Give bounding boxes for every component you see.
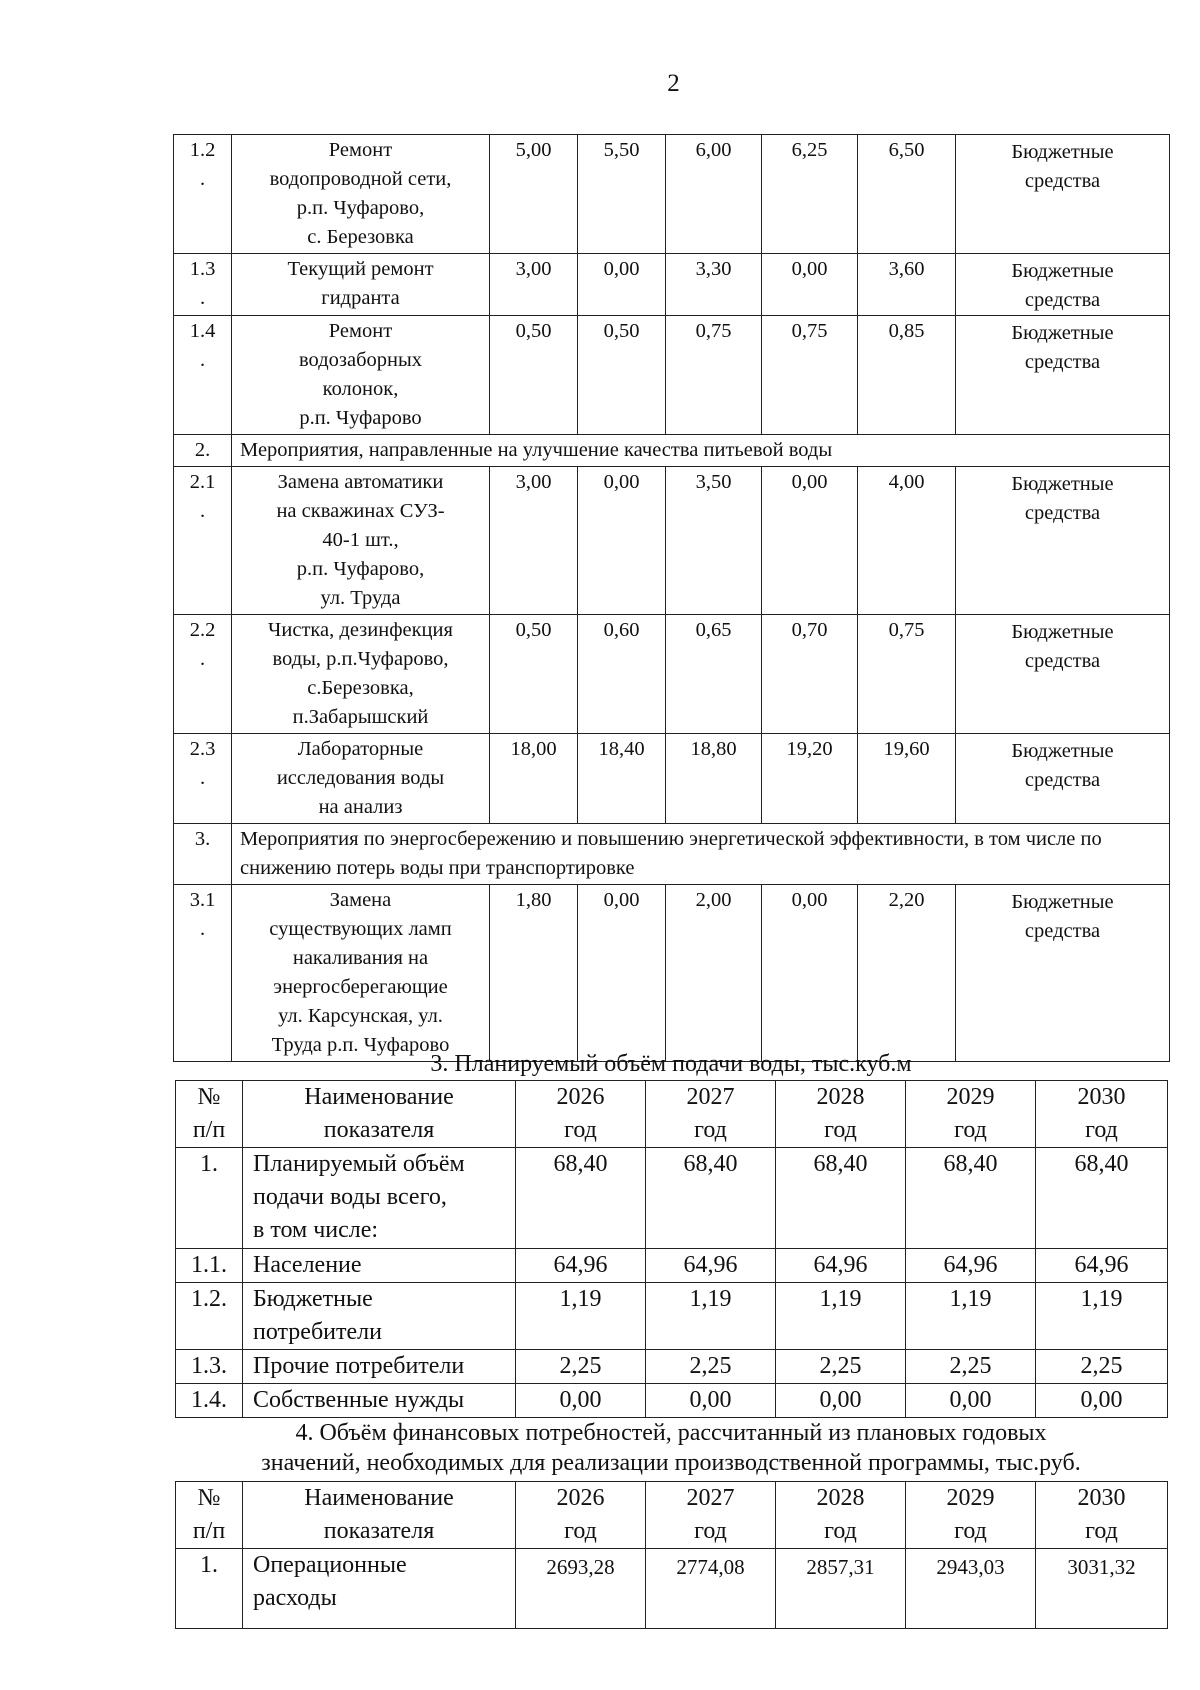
value-cell: 64,96 <box>906 1249 1036 1283</box>
indicator-name-line: Собственные нужды <box>253 1387 465 1413</box>
header-row <box>176 1081 1168 1148</box>
value-cell: 0,00 <box>1036 1384 1168 1418</box>
value-cell: 0,00 <box>578 254 666 316</box>
header-year-line: год <box>954 1117 987 1143</box>
header-year-line: год <box>564 1117 597 1143</box>
header-year <box>646 1482 776 1549</box>
row-number-dot: . <box>199 648 206 670</box>
value-cell: 3,00 <box>490 254 578 316</box>
header-name <box>243 1081 516 1148</box>
measure-name-line: п.Забарышский <box>292 706 429 728</box>
measure-name-line: р.п. Чуфарово, <box>296 558 425 580</box>
value-cell: 0,75 <box>666 316 762 435</box>
measure-name-line: Труда р.п. Чуфарово <box>271 1034 450 1056</box>
indicator-name-line: в том числе: <box>253 1217 379 1243</box>
value-cell: 4,00 <box>858 467 956 615</box>
row-number-text: 2. <box>194 439 211 461</box>
row-number: 1.1. <box>176 1249 243 1283</box>
header-year-line: год <box>694 1518 727 1544</box>
value-cell: 0,65 <box>666 615 762 734</box>
row-number <box>174 254 232 316</box>
header-name-line: показателя <box>323 1518 435 1544</box>
row-number-text: 2.1 <box>189 471 216 493</box>
table-row <box>174 254 1170 316</box>
row-number-dot: . <box>199 287 206 309</box>
measure-name-line: накаливания на <box>292 947 429 969</box>
row-number <box>174 734 232 824</box>
table-row <box>174 135 1170 254</box>
table-row <box>174 467 1170 615</box>
row-number-text: 1.4 <box>189 320 216 342</box>
funding-source-line: средства <box>1024 650 1101 672</box>
row-number: 1.4. <box>176 1384 243 1418</box>
value-cell: 1,19 <box>646 1283 776 1350</box>
header-year-line: 2029 <box>946 1084 995 1110</box>
value-cell: 0,70 <box>762 615 858 734</box>
section-4-title <box>173 1418 1169 1478</box>
measure-name <box>232 135 490 254</box>
table-row <box>174 734 1170 824</box>
value-cell: 0,50 <box>490 615 578 734</box>
value-cell: 2693,28 <box>516 1549 646 1629</box>
row-number-text: 1.3 <box>189 258 216 280</box>
indicator-name <box>243 1148 516 1249</box>
header-year <box>1036 1081 1168 1148</box>
header-year-line: год <box>954 1518 987 1544</box>
header-num-line: № <box>197 1084 221 1110</box>
table-row <box>176 1283 1168 1350</box>
measure-name-line: р.п. Чуфарово, <box>296 197 425 219</box>
header-year <box>516 1482 646 1549</box>
funding-source <box>956 467 1170 615</box>
indicator-name <box>243 1249 516 1283</box>
value-cell: 1,80 <box>490 885 578 1062</box>
row-number <box>174 135 232 254</box>
funding-source-line: Бюджетные <box>1011 260 1114 282</box>
measure-name-line: водозаборных <box>299 349 422 371</box>
measure-name-line: гидранта <box>321 287 400 309</box>
measure-name-line: 40-1 шт., <box>322 529 399 551</box>
value-cell: 18,80 <box>666 734 762 824</box>
row-number-text: 2.3 <box>189 738 216 760</box>
indicator-name <box>243 1350 516 1384</box>
section-title: Мероприятия, направленные на улучшение качества питьевой воды <box>232 435 1170 467</box>
value-cell: 0,00 <box>776 1384 906 1418</box>
row-number-dot: . <box>199 168 206 190</box>
header-name-line: Наименование <box>304 1084 454 1110</box>
table-row <box>176 1350 1168 1384</box>
value-cell: 2857,31 <box>776 1549 906 1629</box>
header-year-line: 2026 <box>556 1485 605 1511</box>
value-cell: 6,25 <box>762 135 858 254</box>
row-number: 1. <box>176 1148 243 1249</box>
row-number <box>174 824 232 885</box>
header-year <box>906 1081 1036 1148</box>
measure-name-line: Ремонт <box>328 320 393 342</box>
indicator-name-line: подачи воды всего, <box>253 1184 447 1210</box>
table-row <box>176 1249 1168 1283</box>
table-row <box>174 316 1170 435</box>
value-cell: 3,60 <box>858 254 956 316</box>
header-year-line: год <box>1085 1518 1118 1544</box>
value-cell: 0,00 <box>578 467 666 615</box>
table-row <box>174 885 1170 1062</box>
header-year <box>906 1482 1036 1549</box>
value-cell: 2,00 <box>666 885 762 1062</box>
row-number-dot: . <box>199 767 206 789</box>
row-number-dot: . <box>199 500 206 522</box>
row-number <box>174 435 232 467</box>
header-year-line: год <box>1085 1117 1118 1143</box>
value-cell: 19,20 <box>762 734 858 824</box>
table-row <box>176 1549 1168 1629</box>
value-cell: 19,60 <box>858 734 956 824</box>
funding-source-line: средства <box>1024 769 1101 791</box>
funding-source-line: Бюджетные <box>1011 473 1114 495</box>
funding-source-line: Бюджетные <box>1011 141 1114 163</box>
row-number-text: 1.2 <box>189 139 216 161</box>
indicator-name <box>243 1549 516 1629</box>
measure-name <box>232 615 490 734</box>
value-cell: 68,40 <box>516 1148 646 1249</box>
indicator-name-line: Операционные <box>253 1552 407 1578</box>
value-cell: 2,20 <box>858 885 956 1062</box>
measure-name-line: на анализ <box>318 796 403 818</box>
header-num-line: № <box>197 1485 221 1511</box>
header-year-line: 2027 <box>686 1485 735 1511</box>
measure-name-line: ул. Труда <box>320 587 401 609</box>
header-num-line: п/п <box>192 1518 226 1544</box>
section-row <box>174 824 1170 885</box>
header-year <box>776 1482 906 1549</box>
measure-name-line: Текущий ремонт <box>287 258 434 280</box>
value-cell: 0,00 <box>578 885 666 1062</box>
value-cell: 0,00 <box>762 467 858 615</box>
measure-name <box>232 254 490 316</box>
value-cell: 6,00 <box>666 135 762 254</box>
measure-name-line: Чистка, дезинфекция <box>268 619 453 641</box>
value-cell: 1,19 <box>906 1283 1036 1350</box>
measure-name-line: энергосберегающие <box>273 976 448 998</box>
funding-source-line: Бюджетные <box>1011 740 1114 762</box>
measure-name-line: колонок, <box>322 378 399 400</box>
measure-name-line: Ремонт <box>328 139 393 161</box>
funding-source-line: средства <box>1024 289 1101 311</box>
measure-name <box>232 885 490 1062</box>
value-cell: 68,40 <box>646 1148 776 1249</box>
indicator-name-line: Планируемый объём <box>253 1151 465 1177</box>
value-cell: 3,50 <box>666 467 762 615</box>
header-year <box>776 1081 906 1148</box>
row-number <box>174 467 232 615</box>
table-row <box>176 1384 1168 1418</box>
value-cell: 0,60 <box>578 615 666 734</box>
funding-source <box>956 615 1170 734</box>
indicator-name-line: Прочие потребители <box>253 1353 465 1379</box>
measure-name-line: с.Березовка, <box>307 677 414 699</box>
row-number-dot: . <box>199 918 206 940</box>
funding-source-line: средства <box>1024 170 1101 192</box>
value-cell: 64,96 <box>1036 1249 1168 1283</box>
header-year-line: год <box>824 1117 857 1143</box>
indicator-name-line: Население <box>253 1252 362 1278</box>
header-num <box>176 1482 243 1549</box>
row-number-text: 3. <box>194 828 211 850</box>
header-year-line: 2029 <box>946 1485 995 1511</box>
value-cell: 0,50 <box>490 316 578 435</box>
header-year <box>646 1081 776 1148</box>
measure-name-line: воды, р.п.Чуфарово, <box>272 648 449 670</box>
value-cell: 2943,03 <box>906 1549 1036 1629</box>
header-year-line: 2030 <box>1077 1485 1126 1511</box>
value-cell: 0,75 <box>858 615 956 734</box>
header-name-line: Наименование <box>304 1485 454 1511</box>
section-4-title-line1: 4. Объём финансовых потребностей, рассчитанный из плановых годовых <box>295 1420 1047 1446</box>
funding-source <box>956 734 1170 824</box>
row-number-text: 3.1 <box>189 889 216 911</box>
header-row <box>176 1482 1168 1549</box>
funding-source <box>956 885 1170 1062</box>
header-name-line: показателя <box>323 1117 435 1143</box>
funding-source-line: средства <box>1024 351 1101 373</box>
value-cell: 2,25 <box>906 1350 1036 1384</box>
value-cell: 18,00 <box>490 734 578 824</box>
value-cell: 0,00 <box>516 1384 646 1418</box>
indicator-name-line: Бюджетные <box>253 1286 373 1312</box>
section-title: Мероприятия по энергосбережению и повышению энергетической эффективности, в том числе по снижению потерь воды при транспортировке <box>232 824 1170 885</box>
row-number <box>174 885 232 1062</box>
header-year-line: 2030 <box>1077 1084 1126 1110</box>
header-name <box>243 1482 516 1549</box>
value-cell: 0,00 <box>762 254 858 316</box>
page-number: 2 <box>667 70 680 97</box>
measure-name-line: водопроводной сети, <box>269 168 452 190</box>
value-cell: 68,40 <box>906 1148 1036 1249</box>
measures-table <box>173 134 1170 1062</box>
row-number <box>174 316 232 435</box>
funding-source-line: средства <box>1024 920 1101 942</box>
value-cell: 0,00 <box>762 885 858 1062</box>
funding-source-line: Бюджетные <box>1011 322 1114 344</box>
row-number: 1.2. <box>176 1283 243 1350</box>
indicator-name-line: расходы <box>253 1585 337 1611</box>
value-cell: 0,00 <box>906 1384 1036 1418</box>
indicator-name <box>243 1283 516 1350</box>
header-year-line: 2028 <box>816 1485 865 1511</box>
measure-name-line: ул. Карсунская, ул. <box>278 1005 443 1027</box>
section-row <box>174 435 1170 467</box>
value-cell: 68,40 <box>1036 1148 1168 1249</box>
table-row <box>176 1148 1168 1249</box>
value-cell: 5,50 <box>578 135 666 254</box>
header-year-line: 2026 <box>556 1084 605 1110</box>
row-number: 1. <box>176 1549 243 1629</box>
value-cell: 0,75 <box>762 316 858 435</box>
measure-name-line: на скважинах СУЗ- <box>276 500 445 522</box>
header-year-line: год <box>694 1117 727 1143</box>
funding-source <box>956 316 1170 435</box>
value-cell: 1,19 <box>516 1283 646 1350</box>
header-year-line: 2027 <box>686 1084 735 1110</box>
value-cell: 0,50 <box>578 316 666 435</box>
water-volume-table <box>175 1080 1168 1418</box>
table-row <box>174 615 1170 734</box>
value-cell: 1,19 <box>1036 1283 1168 1350</box>
header-year <box>516 1081 646 1148</box>
value-cell: 68,40 <box>776 1148 906 1249</box>
header-num-line: п/п <box>192 1117 226 1143</box>
funding-source <box>956 254 1170 316</box>
measure-name-line: р.п. Чуфарово <box>299 407 422 429</box>
measure-name-line: существующих ламп <box>269 918 452 940</box>
funding-source <box>956 135 1170 254</box>
value-cell: 2774,08 <box>646 1549 776 1629</box>
value-cell: 64,96 <box>516 1249 646 1283</box>
value-cell: 3,00 <box>490 467 578 615</box>
funding-source-line: средства <box>1024 502 1101 524</box>
header-year-line: год <box>824 1518 857 1544</box>
value-cell: 2,25 <box>516 1350 646 1384</box>
value-cell: 64,96 <box>776 1249 906 1283</box>
row-number <box>174 615 232 734</box>
value-cell: 2,25 <box>646 1350 776 1384</box>
funding-source-line: Бюджетные <box>1011 891 1114 913</box>
indicator-name <box>243 1384 516 1418</box>
row-number: 1.3. <box>176 1350 243 1384</box>
measure-name <box>232 734 490 824</box>
funding-source-line: Бюджетные <box>1011 621 1114 643</box>
header-year-line: 2028 <box>816 1084 865 1110</box>
value-cell: 18,40 <box>578 734 666 824</box>
header-num <box>176 1081 243 1148</box>
value-cell: 6,50 <box>858 135 956 254</box>
value-cell: 2,25 <box>1036 1350 1168 1384</box>
row-number-dot: . <box>199 349 206 371</box>
measure-name <box>232 316 490 435</box>
value-cell: 1,19 <box>776 1283 906 1350</box>
value-cell: 0,00 <box>646 1384 776 1418</box>
financial-needs-table <box>175 1481 1168 1629</box>
measure-name-line: Лабораторные <box>297 738 424 760</box>
measure-name-line: исследования воды <box>276 767 445 789</box>
value-cell: 0,85 <box>858 316 956 435</box>
value-cell: 64,96 <box>646 1249 776 1283</box>
measure-name-line: Замена автоматики <box>277 471 444 493</box>
value-cell: 2,25 <box>776 1350 906 1384</box>
section-3-title: 3. Планируемый объём подачи воды, тыс.куб.м <box>430 1051 912 1077</box>
header-year <box>1036 1482 1168 1549</box>
measure-name-line: с. Березовка <box>307 226 414 248</box>
value-cell: 3031,32 <box>1036 1549 1168 1629</box>
row-number-text: 2.2 <box>189 619 216 641</box>
indicator-name-line: потребители <box>253 1319 382 1345</box>
measure-name <box>232 467 490 615</box>
value-cell: 5,00 <box>490 135 578 254</box>
value-cell: 3,30 <box>666 254 762 316</box>
measure-name-line: Замена <box>329 889 392 911</box>
header-year-line: год <box>564 1518 597 1544</box>
section-4-title-line2: значений, необходимых для реализации производственной программы, тыс.руб. <box>261 1450 1081 1476</box>
